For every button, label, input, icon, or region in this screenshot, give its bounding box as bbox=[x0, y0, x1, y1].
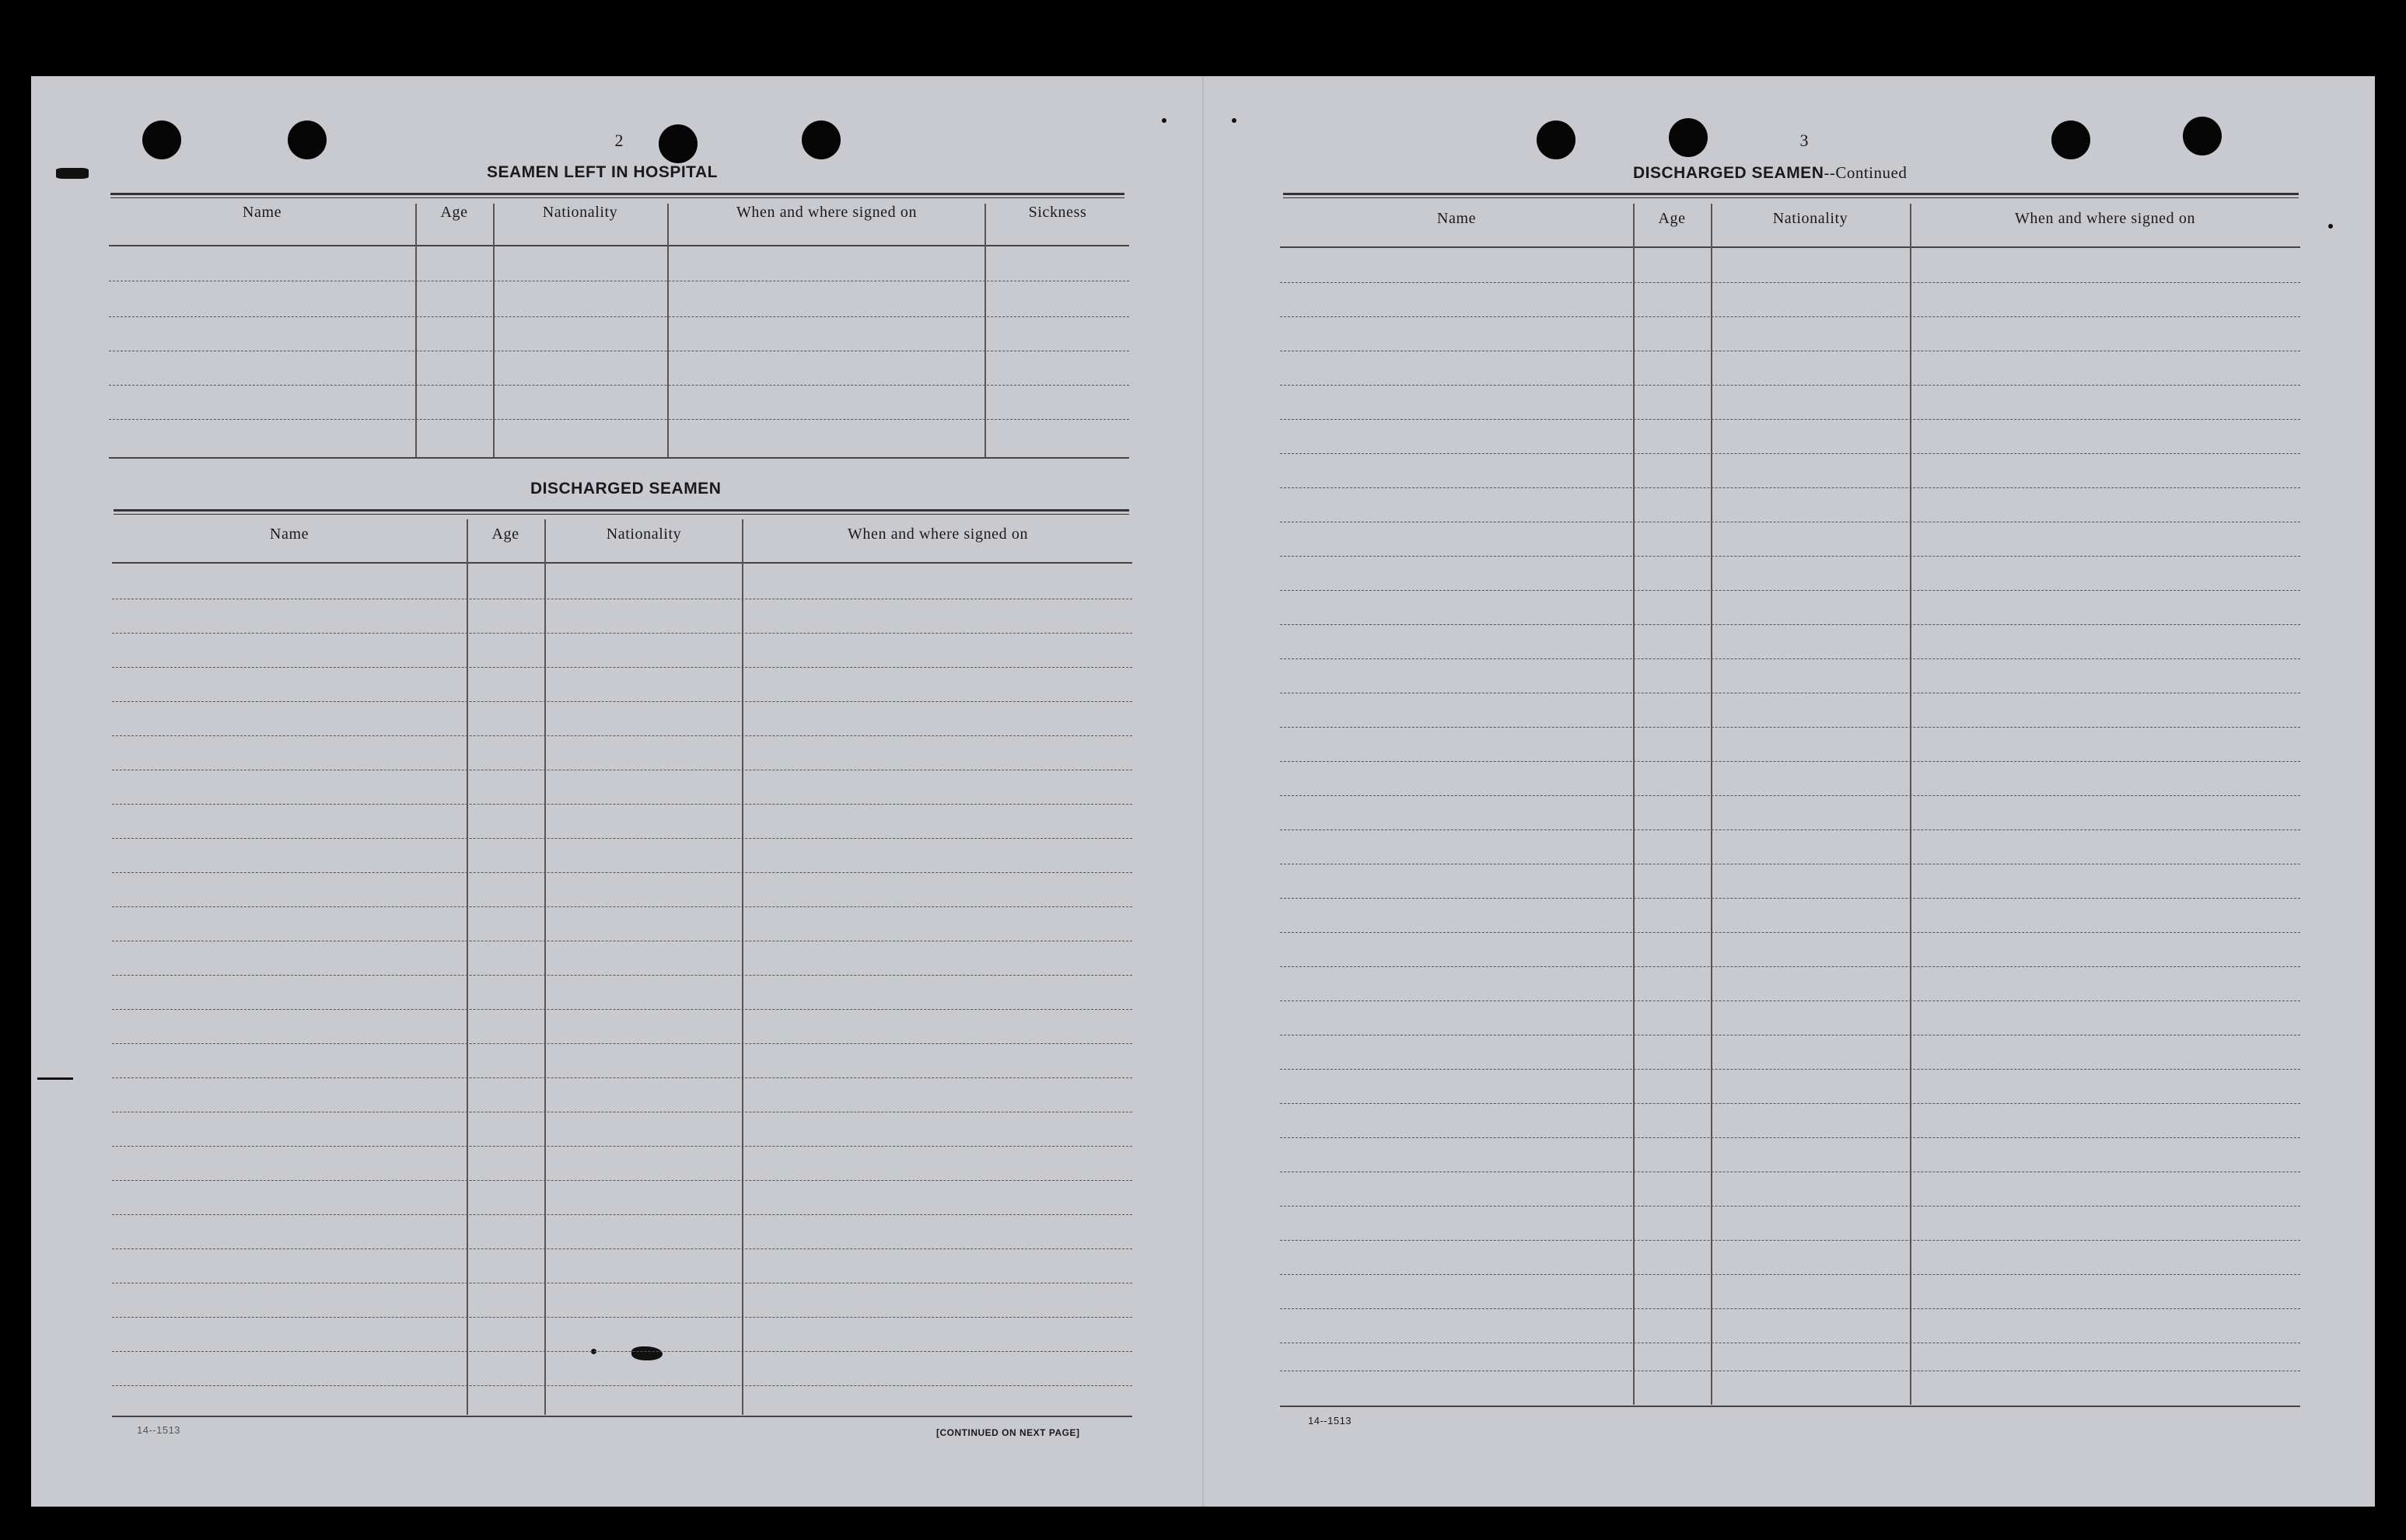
page-number: 2 bbox=[614, 131, 624, 150]
entry-row-line bbox=[109, 419, 1129, 420]
entry-row-line bbox=[1280, 624, 2300, 625]
entry-row-line bbox=[112, 1248, 1132, 1249]
entry-row-line bbox=[1280, 658, 2300, 659]
punch-hole bbox=[1537, 120, 1575, 159]
entry-row-line bbox=[1280, 316, 2300, 317]
header-underline bbox=[109, 245, 1129, 246]
entry-row-line bbox=[112, 633, 1132, 634]
title-main: DISCHARGED SEAMEN bbox=[1633, 164, 1824, 182]
column-divider bbox=[544, 519, 546, 1415]
entry-row-line bbox=[1280, 829, 2300, 830]
entry-row-line bbox=[112, 906, 1132, 907]
discharged-continued-title bbox=[1633, 163, 1907, 183]
column-header-nationality: Nationality bbox=[542, 204, 618, 221]
entry-row-line bbox=[109, 316, 1129, 317]
entry-row-line bbox=[1280, 966, 2300, 967]
entry-row-line bbox=[1280, 419, 2300, 420]
entry-row-line bbox=[1280, 1069, 2300, 1070]
entry-row-line bbox=[112, 1385, 1132, 1386]
punch-hole bbox=[142, 120, 181, 159]
entry-row-line bbox=[1280, 1000, 2300, 1001]
discharged-section-title: DISCHARGED SEAMEN bbox=[530, 480, 722, 498]
hospital-table bbox=[109, 204, 1129, 459]
entry-row-line bbox=[1280, 898, 2300, 899]
edge-tear bbox=[56, 168, 89, 179]
entry-row-line bbox=[1280, 1240, 2300, 1241]
column-header-age: Age bbox=[1658, 210, 1686, 227]
entry-row-line bbox=[1280, 795, 2300, 796]
table-bottom-rule bbox=[109, 457, 1129, 459]
entry-row-line bbox=[112, 1077, 1132, 1078]
entry-row-line bbox=[1280, 385, 2300, 386]
discharged-continued-table bbox=[1280, 204, 2300, 1409]
entry-row-line bbox=[1280, 590, 2300, 591]
right-top-rule bbox=[1283, 193, 2299, 198]
punch-hole bbox=[2051, 120, 2090, 159]
hospital-section-title: SEAMEN LEFT IN HOSPITAL bbox=[487, 163, 718, 181]
punch-hole bbox=[2183, 117, 2222, 155]
entry-row-line bbox=[1280, 1274, 2300, 1275]
column-header-name: Name bbox=[242, 204, 282, 221]
entry-row-line bbox=[1280, 1103, 2300, 1104]
entry-row-line bbox=[112, 1317, 1132, 1318]
hospital-top-rule bbox=[110, 193, 1124, 198]
column-header-name: Name bbox=[269, 526, 309, 543]
entry-row-line bbox=[112, 667, 1132, 668]
entry-row-line bbox=[112, 1351, 1132, 1352]
form-number: 14--1513 bbox=[137, 1424, 181, 1436]
column-divider bbox=[1910, 204, 1911, 1405]
entry-row-line bbox=[112, 1009, 1132, 1010]
column-header-when-where: When and where signed on bbox=[2014, 210, 2196, 227]
entry-row-line bbox=[112, 872, 1132, 873]
discharged-top-rule bbox=[114, 509, 1129, 515]
entry-row-line bbox=[1280, 932, 2300, 933]
entry-row-line bbox=[1280, 487, 2300, 488]
ink-speck bbox=[1232, 118, 1236, 123]
punch-hole bbox=[1669, 118, 1708, 157]
entry-row-line bbox=[1280, 282, 2300, 283]
column-divider bbox=[467, 519, 468, 1415]
entry-row-line bbox=[112, 1043, 1132, 1044]
entry-row-line bbox=[1280, 761, 2300, 762]
column-divider bbox=[742, 519, 743, 1415]
column-header-when-where: When and where signed on bbox=[736, 204, 918, 221]
page-number: 3 bbox=[1799, 131, 1809, 150]
column-divider bbox=[1711, 204, 1712, 1405]
entry-row-line bbox=[1280, 727, 2300, 728]
column-divider bbox=[1633, 204, 1635, 1405]
entry-row-line bbox=[112, 838, 1132, 839]
column-header-name: Name bbox=[1436, 210, 1477, 227]
page-fold bbox=[1202, 76, 1204, 1507]
entry-row-line bbox=[112, 735, 1132, 736]
header-underline bbox=[112, 562, 1132, 564]
column-header-age: Age bbox=[440, 204, 468, 221]
column-header-nationality: Nationality bbox=[1772, 210, 1848, 227]
ink-speck bbox=[2328, 224, 2333, 229]
column-header-age: Age bbox=[491, 526, 519, 543]
entry-row-line bbox=[1280, 556, 2300, 557]
entry-row-line bbox=[112, 701, 1132, 702]
entry-row-line bbox=[112, 804, 1132, 805]
column-header-when-where: When and where signed on bbox=[847, 526, 1029, 543]
table-bottom-rule bbox=[112, 1416, 1132, 1417]
entry-row-line bbox=[1280, 453, 2300, 454]
discharged-table bbox=[112, 519, 1132, 1423]
table-bottom-rule bbox=[1280, 1406, 2300, 1407]
column-header-nationality: Nationality bbox=[606, 526, 682, 543]
form-number: 14--1513 bbox=[1308, 1415, 1352, 1427]
punch-hole bbox=[802, 120, 841, 159]
punch-hole bbox=[288, 120, 327, 159]
entry-row-line bbox=[1280, 1206, 2300, 1207]
entry-row-line bbox=[112, 1180, 1132, 1181]
entry-row-line bbox=[109, 385, 1129, 386]
entry-row-line bbox=[1280, 1137, 2300, 1138]
title-suffix: --Continued bbox=[1824, 163, 1908, 182]
continued-note: [CONTINUED ON NEXT PAGE] bbox=[936, 1427, 1080, 1438]
entry-row-line bbox=[112, 1214, 1132, 1215]
ink-speck bbox=[1162, 118, 1166, 123]
entry-row-line bbox=[112, 975, 1132, 976]
edge-mark bbox=[37, 1077, 73, 1080]
entry-row-line bbox=[112, 1146, 1132, 1147]
punch-hole bbox=[659, 124, 698, 163]
entry-row-line bbox=[1280, 1308, 2300, 1309]
column-header-sickness: Sickness bbox=[1028, 204, 1087, 221]
header-underline bbox=[1280, 246, 2300, 248]
